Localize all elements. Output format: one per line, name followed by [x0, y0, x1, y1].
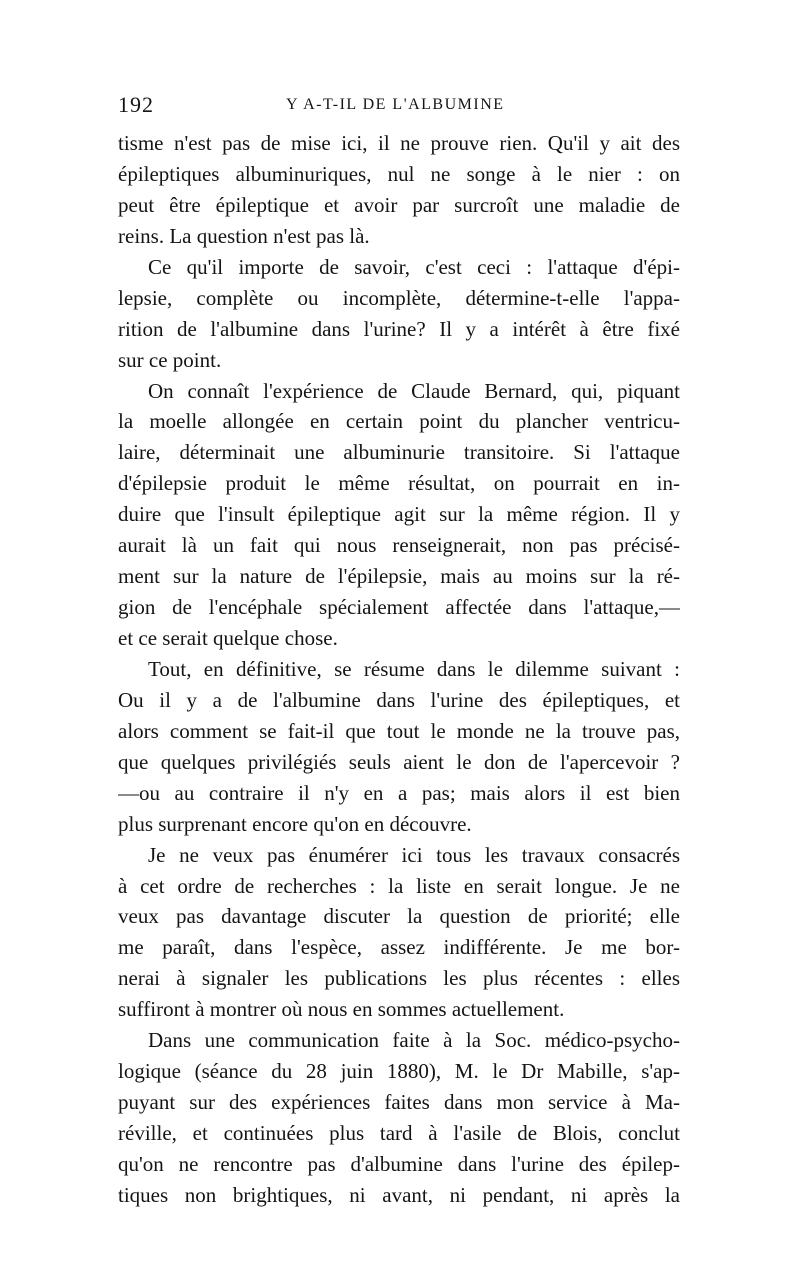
text-line: logique (séance du 28 juin 1880), M. le Dr Mabille, s'ap- — [118, 1059, 680, 1084]
text-line: On connaît l'expérience de Claude Bernard, qui, piquant — [148, 378, 680, 403]
text-line: qu'on ne rencontre pas d'albumine dans l'urine des épilep- — [118, 1151, 680, 1176]
page-number: 192 — [118, 92, 154, 117]
text-line: veux pas davantage discuter la question de priorité; elle — [118, 904, 680, 929]
text-line: réville, et continuées plus tard à l'asile de Blois, conclut — [118, 1121, 680, 1145]
text-line: et ce serait quelque chose. — [118, 626, 338, 650]
text-line: lepsie, complète ou incomplète, détermine-t-elle l'appa- — [118, 285, 680, 310]
text-line: Ou il y a de l'albumine dans l'urine des épileptiques, et — [118, 687, 680, 712]
text-line: épileptiques albuminuriques, nul ne songe à le nier : on — [118, 161, 680, 186]
text-line: Dans une communication faite à la Soc. médico-psycho- — [148, 1028, 680, 1053]
text-line: ment sur la nature de l'épilepsie, mais au moins sur la ré- — [118, 564, 680, 589]
text-line: nerai à signaler les publications les plus récentes : elles — [118, 966, 680, 991]
text-line: d'épilepsie produit le même résultat, on pourrait en in- — [118, 471, 680, 496]
text-line: reins. La question n'est pas là. — [118, 223, 370, 248]
text-line: que quelques privilégiés seuls aient le don de l'apercevoir ? — [118, 749, 680, 774]
text-line: tiques non brightiques, ni avant, ni pendant, ni après la — [118, 1182, 680, 1207]
text-line: —ou au contraire il n'y en a pas; mais alors il est bien — [118, 780, 680, 805]
running-title: Y A-T-IL DE L'ALBUMINE — [286, 96, 505, 113]
text-line: suffiront à montrer où nous en sommes actuellement. — [118, 997, 565, 1022]
text-line: tisme n'est pas de mise ici, il ne prouve rien. Qu'il y ait des — [118, 131, 680, 155]
text-line: laire, déterminait une albuminurie transitoire. Si l'attaque — [118, 440, 680, 465]
body-text — [118, 128, 680, 1211]
text-line: Tout, en définitive, se résume dans le dilemme suivant : — [148, 656, 680, 681]
text-line: duire que l'insult épileptique agit sur la même région. Il y — [118, 502, 680, 527]
text-line: puyant sur des expériences faites dans mon service à Ma- — [118, 1090, 680, 1115]
text-line: Ce qu'il importe de savoir, c'est ceci : l'attaque d'épi- — [148, 254, 680, 279]
text-line: rition de l'albumine dans l'urine? Il y a intérêt à être fixé — [118, 316, 680, 341]
text-line: Je ne veux pas énumérer ici tous les travaux consacrés — [148, 842, 680, 867]
text-line: sur ce point. — [118, 347, 222, 372]
page-header — [118, 92, 678, 122]
text-line: me paraît, dans l'espèce, assez indifférente. Je me bor- — [118, 935, 680, 960]
text-line: alors comment se fait-il que tout le monde ne la trouve pas, — [118, 718, 680, 743]
text-line: à cet ordre de recherches : la liste en serait longue. Je ne — [118, 873, 680, 898]
text-line: gion de l'encéphale spécialement affectée dans l'attaque,— — [118, 595, 680, 620]
text-line: plus surprenant encore qu'on en découvre. — [118, 811, 472, 836]
text-line: aurait là un fait qui nous renseignerait, non pas précisé- — [118, 533, 680, 558]
text-line: la moelle allongée en certain point du plancher ventricu- — [118, 409, 680, 434]
text-line: peut être épileptique et avoir par surcroît une maladie de — [118, 192, 680, 217]
